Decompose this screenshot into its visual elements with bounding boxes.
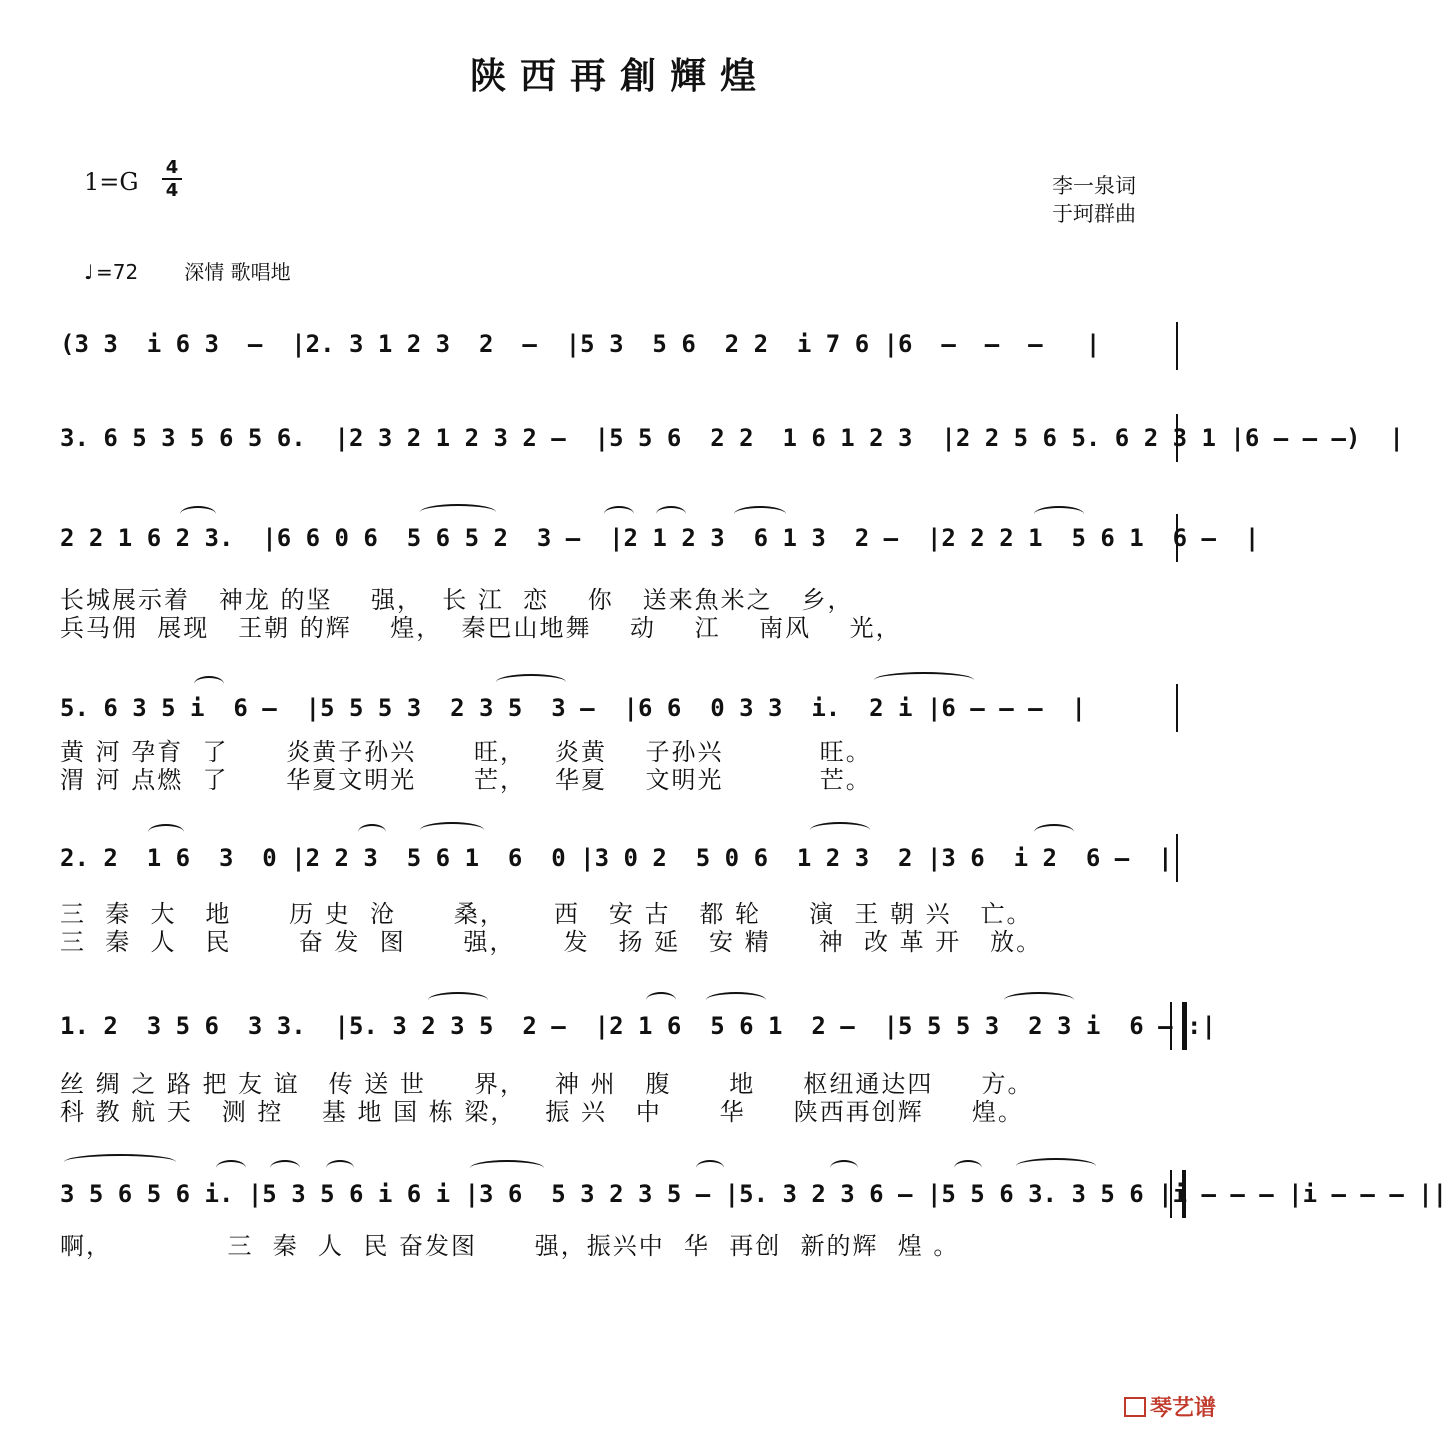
quarter-note-icon: ♩ bbox=[84, 260, 94, 284]
lyric-coda: 啊， 三 秦 人 民 奋发图 强，振兴中 华 再创 新的辉 煌 。 bbox=[60, 1232, 960, 1260]
score-row-7: 3 5 6 5 6 i. |5 3 5 6 i 6 i |3 6 5 3 2 3 5 – |5. 3 2 3 6 – |5 5 6 3. 3 5 6 |i – – – |i – – – || bbox=[60, 1180, 1447, 1208]
barline bbox=[1176, 414, 1178, 462]
slur bbox=[194, 676, 224, 692]
time-signature bbox=[162, 158, 182, 200]
slur bbox=[326, 1160, 354, 1176]
lyric-verse-2-row-4: 科 教 航 天 测 控 基 地 国 栋 梁， 振 兴 中 华 陕西再创辉 煌。 bbox=[60, 1098, 1024, 1126]
slur bbox=[734, 506, 786, 522]
time-signature-top: 4 bbox=[165, 157, 179, 178]
repeat-end-barline bbox=[1170, 1002, 1187, 1050]
slur bbox=[470, 1160, 544, 1176]
song-title: 陕西再創輝煌 bbox=[469, 55, 770, 97]
logo-icon bbox=[1124, 1397, 1146, 1417]
slur bbox=[604, 506, 634, 522]
slur bbox=[1034, 506, 1084, 522]
final-barline bbox=[1170, 1170, 1186, 1218]
slur bbox=[656, 506, 686, 522]
slur bbox=[696, 1160, 724, 1176]
site-logo: 琴艺谱 bbox=[1124, 1391, 1216, 1422]
barline bbox=[1176, 322, 1178, 370]
slur bbox=[216, 1160, 246, 1176]
slur bbox=[496, 674, 566, 690]
slur bbox=[270, 1160, 300, 1176]
slur bbox=[64, 1154, 176, 1170]
slur bbox=[810, 822, 870, 838]
slur bbox=[1016, 1158, 1096, 1174]
slur bbox=[148, 824, 184, 840]
lyric-verse-1-row-2: 黄 河 孕育 了 炎黄子孙兴 旺， 炎黄 子孙兴 旺。 bbox=[60, 738, 872, 766]
lyric-verse-2-row-2: 渭 河 点燃 了 华夏文明光 芒， 华夏 文明光 芒。 bbox=[60, 766, 872, 794]
score-row-1: (3 3 i 6 3 – |2. 3 1 2 3 2 – |5 3 5 6 2 2 i 7 6 |6 – – – | bbox=[60, 330, 1101, 358]
slur bbox=[646, 992, 676, 1008]
slur bbox=[1034, 824, 1074, 840]
barline bbox=[1176, 514, 1178, 562]
slur bbox=[420, 822, 484, 838]
barline bbox=[1176, 684, 1178, 732]
expression-mark: 深情 歌唱地 bbox=[184, 260, 291, 284]
slur bbox=[428, 992, 488, 1008]
slur bbox=[830, 1160, 858, 1176]
slur bbox=[420, 504, 496, 520]
lyric-verse-1-row-4: 丝 绸 之 路 把 友 谊 传 送 世 界， 神 州 腹 地 枢纽通达四 方。 bbox=[60, 1070, 1034, 1098]
tempo-marking bbox=[84, 256, 291, 285]
tempo-bpm: =72 bbox=[96, 260, 139, 284]
score-row-2: 3. 6 5 3 5 6 5 6. |2 3 2 1 2 3 2 – |5 5 6 2 2 1 6 1 2 3 |2 2 5 6 5. 6 2 3 1 |6 – – –) | bbox=[60, 424, 1404, 452]
score-row-3: 2 2 1 6 2 3. |6 6 0 6 5 6 5 2 3 – |2 1 2 3 6 1 3 2 – |2 2 2 1 5 6 1 6 – | bbox=[60, 524, 1260, 552]
lyric-verse-1-row-1: 长城展示着 神龙 的坚 强， 长 江 恋 你 送来魚米之 乡， bbox=[60, 586, 854, 614]
barline bbox=[1176, 834, 1178, 882]
credits bbox=[1052, 172, 1136, 228]
slur bbox=[954, 1160, 982, 1176]
lyric-verse-2-row-1: 兵马佣 展现 王朝 的辉 煌， 秦巴山地舞 动 江 南风 光， bbox=[60, 614, 902, 642]
slur bbox=[706, 992, 766, 1008]
slur bbox=[358, 824, 386, 840]
score-row-6: 1. 2 3 5 6 3 3. |5. 3 2 3 5 2 – |2 1 6 5 6 1 2 – |5 5 5 3 2 3 i 6 – :| bbox=[60, 1012, 1216, 1040]
lyric-verse-2-row-3: 三 秦 人 民 奋 发 图 强， 发 扬 延 安 精 神 改 革 开 放。 bbox=[60, 928, 1043, 956]
lyricist: 李一泉词 bbox=[1052, 174, 1136, 198]
composer: 于珂群曲 bbox=[1052, 202, 1136, 226]
slur bbox=[874, 672, 974, 688]
slur bbox=[1004, 992, 1074, 1008]
score-row-4: 5. 6 3 5 i 6 – |5 5 5 3 2 3 5 3 – |6 6 0 3 3 i. 2 i |6 – – – | bbox=[60, 694, 1086, 722]
key-signature: 1=G bbox=[84, 168, 139, 196]
time-signature-bottom: 4 bbox=[165, 180, 179, 201]
slur bbox=[180, 506, 216, 522]
score-row-5: 2. 2 1 6 3 0 |2 2 3 5 6 1 6 0 |3 0 2 5 0 6 1 2 3 2 |3 6 i 2 6 – | bbox=[60, 844, 1173, 872]
lyric-verse-1-row-3: 三 秦 大 地 历 史 沧 桑， 西 安 古 都 轮 演 王 朝 兴 亡。 bbox=[60, 900, 1033, 928]
